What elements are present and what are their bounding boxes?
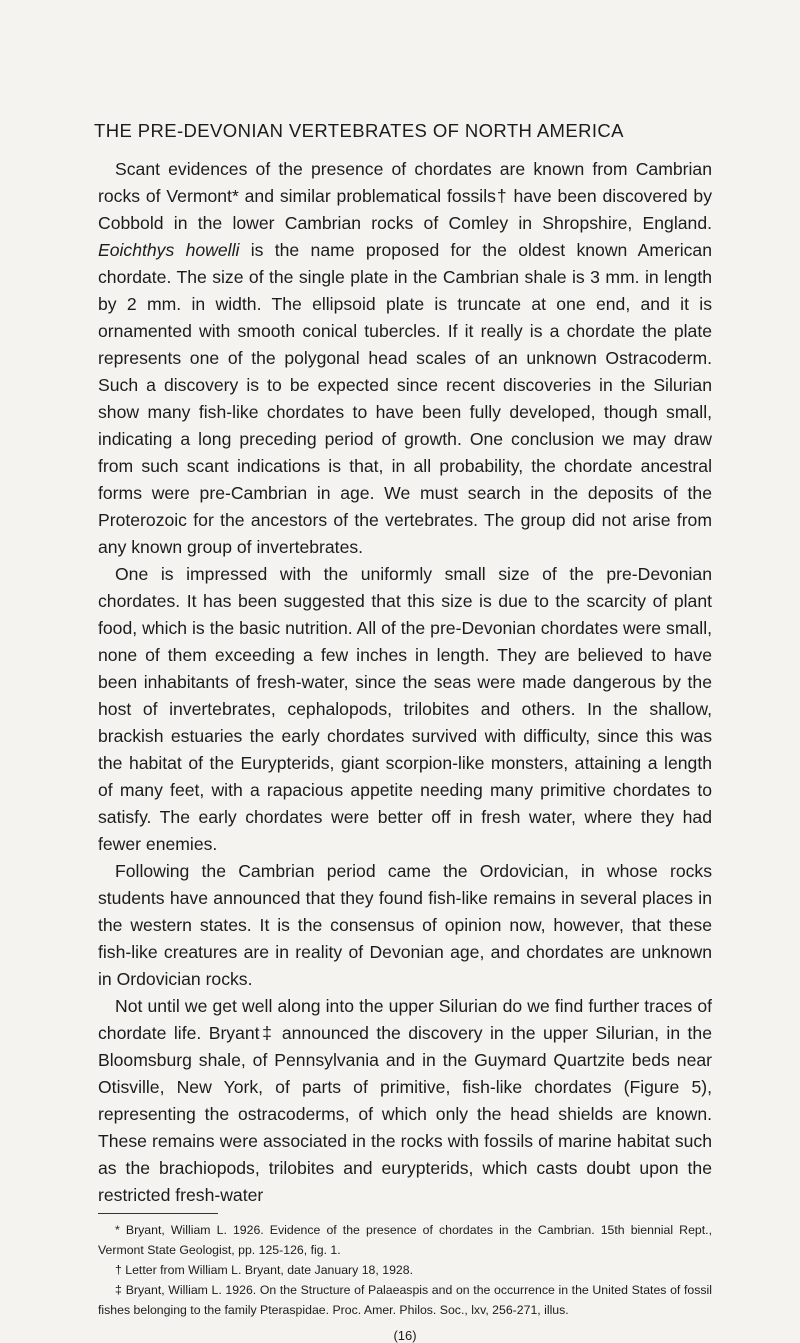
page-number: (16) (393, 1328, 417, 1343)
species-name: Eoichthys howelli (98, 240, 240, 260)
body-text (98, 156, 712, 1209)
paragraph-1-text-end: is the name proposed for the oldest known American chordate. The size of the single plate in the Cambrian shale is 3 mm. in length by 2 mm. in width. The ellipsoid plate is truncate at one end, and it is ornamented with smooth conical tubercles. If it really is a chordate the plate represents one of the polygonal head scales of an unknown Ostracoderm. Such a discovery is to be expected since recent discoveries in the Silurian show many fish-like chordates to have been fully developed, though small, indicating a long preceding period of growth. One conclusion we may draw from such scant indications is that, in all probability, the chordate ancestral forms were pre-Cambrian in age. We must search in the deposits of the Proterozoic for the ancestors of the vertebrates. The group did not arise from any known group of invertebrates. (98, 240, 712, 557)
paragraph-3: Following the Cambrian period came the Ordovician, in whose rocks students have announced that they found fish-like remains in several places in the western states. It is the consensus of opinion now, however, that these fish-like creatures are in reality of Devonian age, and chordates are unknown in Ordovician rocks. (98, 861, 712, 989)
paragraph-4: Not until we get well along into the upper Silurian do we find further traces of chordate life. Bryant‡ announced the discovery in the upper Silurian, in the Bloomsburg shale, of Pennsylvania and in the Guymard Quartzite beds near Otisville, New York, of parts of primitive, fish-like chordates (Figure 5), representing the ostracoderms, of which only the head shields are known. These remains were associated in the rocks with fossils of marine habitat such as the brachiopods, trilobites and eurypterids, which casts doubt upon the restricted fresh-water (98, 996, 712, 1205)
paragraph-1-text-start: Scant evidences of the presence of chordates are known from Cambrian rocks of Vermont* and similar problematical fossils† have been discovered by Cobbold in the lower Cambrian rocks of Comley in Shropshire, England. (98, 159, 712, 233)
paragraph-2: One is impressed with the uniformly small size of the pre-Devonian chordates. It has been suggested that this size is due to the scarcity of plant food, which is the basic nutrition. All of the pre-Devonian chordates were small, none of them exceeding a few inches in length. They are believed to have been inhabitants of fresh-water, since the seas were made dangerous by the host of invertebrates, cephalopods, trilobites and others. In the shallow, brackish estuaries the early chordates survived with difficulty, since this was the habitat of the Eurypterids, giant scorpion-like monsters, attaining a length of many feet, with a rapacious appetite needing many primitive chordates to satisfy. The early chordates were better off in fresh water, where they had fewer enemies. (98, 564, 712, 854)
footnote-divider (98, 1213, 218, 1214)
footnote-2: † Letter from William L. Bryant, date January 18, 1928. (115, 1263, 414, 1277)
page-title: THE PRE-DEVONIAN VERTEBRATES OF NORTH AMERICA (94, 120, 624, 141)
document-page (94, 118, 712, 1343)
paragraph-1 (98, 156, 712, 561)
footnote-3: ‡ Bryant, William L. 1926. On the Structure of Palaeaspis and on the occurrence in the United States of fossil fishes belonging to the family Pteraspidae. Proc. Amer. Philos. Soc., lxv, 256-271, illus. (98, 1283, 712, 1317)
footnotes (98, 1220, 712, 1320)
footnote-1: * Bryant, William L. 1926. Evidence of the presence of chordates in the Cambrian. 15th biennial Rept., Vermont State Geologist, pp. 125-126, fig. 1. (98, 1223, 712, 1257)
